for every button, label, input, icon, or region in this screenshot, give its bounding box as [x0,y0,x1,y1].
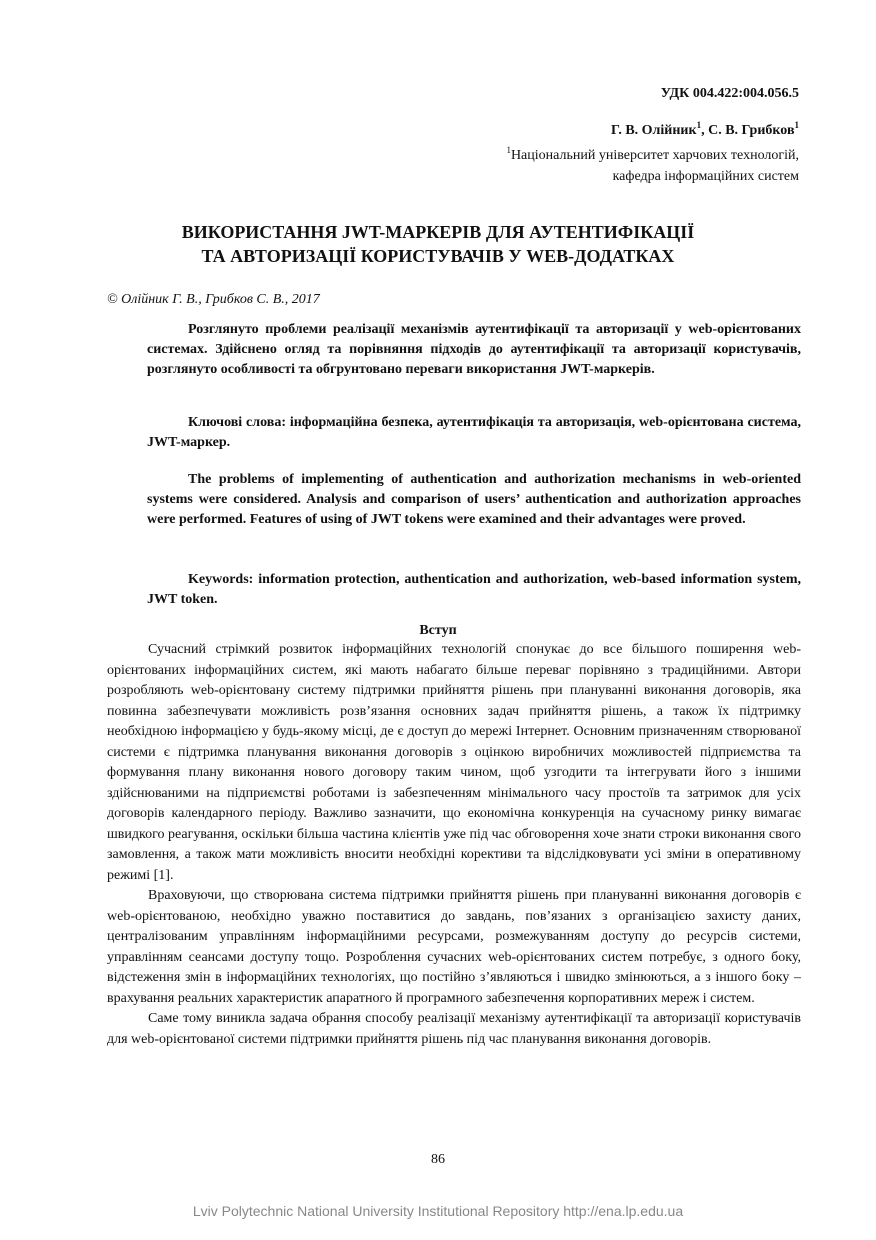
author-1: Г. В. Олійник [611,123,697,138]
paragraph: Враховуючи, що створювана система підтримки прийняття рішень при плануванні виконання договорів є web-орієнтованою, необхідно уважно поставитися до завдань, пов’язаних з організацією захисту даних, централізованим управлінням інформаційними ресурсами, розмежуванням доступу до ресурсів системи, управлінням сеансами доступу тощо. Розроблення сучасних web-орієнтованих систем потребує, з одного боку, відстеження змін в інформаційних технологіях, що постійно з’являються і швидко змінюються, а з іншого боку – врахування реальних характеристик апаратного й програмного забезпечення корпоративних мереж і систем. [107,888,801,1006]
body-text [107,640,801,1050]
section-heading: Вступ [419,623,457,638]
title-line-2: ТА АВТОРИЗАЦІЇ КОРИСТУВАЧІВ У WEB-ДОДАТКАХ [201,246,675,266]
paper-title [0,220,876,268]
abstract-english: The problems of implementing of authentication and authorization mechanisms in web-oriented systems were considered. Analysis and comparison of users’ authentication and authorization approaches were performed. Features of using of JWT tokens were examined and their advantages were proved. [147,472,801,527]
paragraph: Сучасний стрімкий розвиток інформаційних технологій спонукає до все більшого поширення web-орієнтованих інформаційних систем, які мають набагато більше переваг порівняно з традиційними. Автори розробляють web-орієнтовану систему підтримки прийняття рішень при плануванні виконання договорів, яка повинна забезпечувати можливість розв’язання основних задач прийняття рішень, а також їх підтримку необхідною інформацією у будь-якому місці, де є доступ до мережі Інтернет. Основним призначенням створюваної системи є підтримка планування виконання договорів з оцінкою виробничих можливостей підприємства та формування плану виконання нового договору таким чином, щоб узгодити та інтегрувати його з іншими здійснюваними на підприємстві роботами із забезпеченням мінімального часу простоїв та затримок для усіх договорів календарного періоду. Важливо зазначити, що економічна конкуренція на сучасному ринку вимагає швидкого реагування, оскільки більша частина клієнтів уже під час обговорення хоче знати строки виконання свого замовлення, а також мати можливість вносити необхідні корективи та відслідковувати усі зміни в оперативному режимі [1]. [107,642,801,883]
abstract-ukrainian: Розглянуто проблеми реалізації механізмів аутентифікації та авторизації у web-орієнтованих системах. Здійснено огляд та порівняння підходів до аутентифікації та авторизації користувачів, розглянуто особливості та обгрунтовано переваги використання JWT-маркерів. [147,322,801,377]
keywords-english: Keywords: information protection, authentication and authorization, web-based information system, JWT token. [147,572,801,607]
copyright: © Олійник Г. В., Грибков С. В., 2017 [107,292,320,307]
repository-footer: Lviv Polytechnic National University Institutional Repository http://ena.lp.edu.ua [192,1203,684,1219]
authors-separator: , [701,123,709,138]
page-number: 86 [431,1152,445,1167]
author-2: С. В. Грибков [708,123,795,138]
udk-code: УДК 004.422:004.056.5 [660,86,799,101]
keywords-ukrainian: Ключові слова: інформаційна безпека, аутентифікація та авторизація, web-орієнтована система, JWT-маркер. [147,415,801,450]
affiliation-line-1: $^1$Національний університет харчових технологій, [506,145,799,163]
authors-line [611,120,799,139]
affiliation [506,145,799,187]
author-2-affiliation-mark: 1 [794,120,799,130]
title-line-1: ВИКОРИСТАННЯ JWT-МАРКЕРІВ ДЛЯ АУТЕНТИФІКАЦІЇ [181,222,695,242]
author-1-affiliation-mark: 1 [696,120,702,130]
affiliation-line-2: кафедра інформаційних систем [612,169,799,184]
affiliation-mark: 1 [506,145,511,155]
paragraph: Саме тому виникла задача обрання способу реалізації механізму аутентифікації та авторизації користувачів для web-орієнтованої системи підтримки прийняття рішень під час планування виконання договорів. [107,1011,801,1047]
